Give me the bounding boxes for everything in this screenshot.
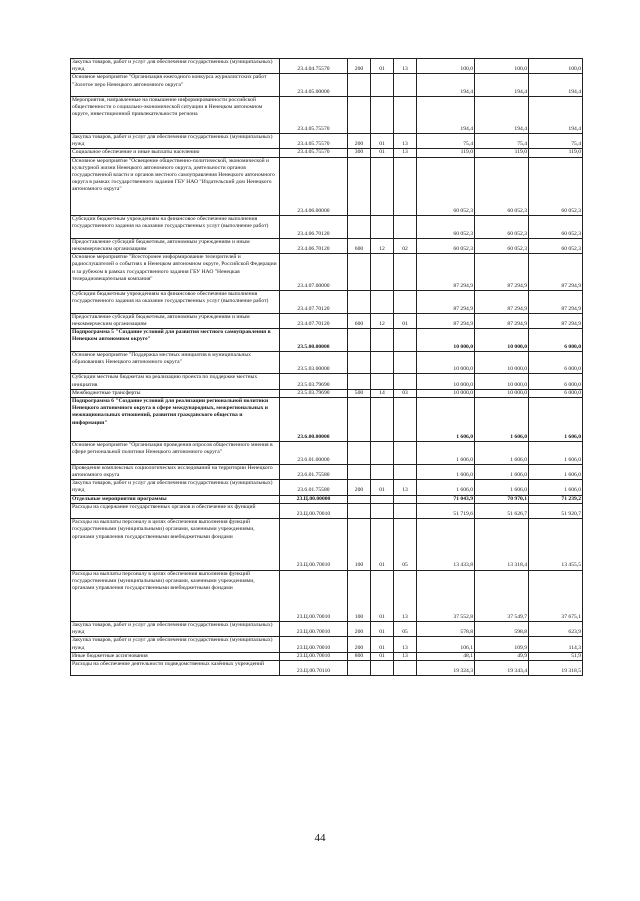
table-row: [71, 621, 583, 636]
row-amount-2: 51 626,7: [475, 503, 529, 518]
row-subsection: [394, 464, 417, 479]
row-code: 23.4.06.70120: [280, 238, 348, 253]
row-amount-1: 60 052,3: [417, 216, 475, 239]
row-subsection: [394, 351, 417, 374]
row-expense-type: [348, 351, 371, 374]
row-amount-1: 37 552,8: [417, 570, 475, 621]
row-code: 23.6.01.75580: [280, 480, 348, 495]
row-name: Закупка товаров, работ и услуг для обеспечения государственных (муниципальных) нужд: [71, 637, 280, 652]
row-expense-type: [348, 157, 371, 216]
row-name: Подпрограмма 5 "Создание условий для развития местного самоуправления в Ненецком автономном округе": [71, 329, 280, 352]
row-expense-type: [348, 291, 371, 314]
row-amount-1: 119,0: [417, 149, 475, 157]
row-name: Основное мероприятие "Поддержка местных инициатив в муниципальных образованиях Ненецкого автономного округа": [71, 351, 280, 374]
row-expense-type: 200: [348, 59, 371, 74]
table-row: [71, 464, 583, 479]
row-name: Закупка товаров, работ и услуг для обеспечения государственных (муниципальных) нужд: [71, 59, 280, 74]
row-amount-1: 1 606,0: [417, 398, 475, 442]
row-amount-3: 194,4: [529, 74, 583, 97]
table-row: [71, 74, 583, 97]
row-expense-type: [348, 216, 371, 239]
row-amount-3: 37 675,1: [529, 570, 583, 621]
row-name: Субсидии бюджетным учреждениям на финансовое обеспечение выполнения государственного задания на оказание государственных услуг (выполнение работ): [71, 291, 280, 314]
row-expense-type: 200: [348, 637, 371, 652]
table-row: [71, 389, 583, 397]
row-amount-1: 10 000,0: [417, 389, 475, 397]
row-subsection: [394, 254, 417, 291]
row-expense-type: [348, 660, 371, 675]
row-subsection: 02: [394, 238, 417, 253]
table-row: [71, 570, 583, 621]
row-section: [371, 660, 394, 675]
row-amount-2: 598,8: [475, 621, 529, 636]
page-number: 44: [314, 832, 326, 844]
row-expense-type: [348, 97, 371, 134]
row-section: [371, 495, 394, 503]
row-amount-1: 194,4: [417, 97, 475, 134]
row-name: Закупка товаров, работ и услуг для обеспечения государственных (муниципальных) нужд: [71, 480, 280, 495]
table-row: [71, 495, 583, 503]
table-row: [71, 442, 583, 465]
row-amount-1: 60 052,3: [417, 157, 475, 216]
row-section: [371, 464, 394, 479]
row-name: Предоставление субсидий бюджетным, автономным учреждениям и иным некоммерческим организациям: [71, 238, 280, 253]
row-name: Основное мероприятие "Организация ежегодного конкурса журналистских работ "Золотое перо Ненецкого автономного округа": [71, 74, 280, 97]
row-amount-2: 70 970,1: [475, 495, 529, 503]
row-amount-3: 51 920,7: [529, 503, 583, 518]
row-subsection: 13: [394, 652, 417, 660]
row-expense-type: [348, 74, 371, 97]
row-amount-1: 10 000,0: [417, 351, 475, 374]
row-amount-3: 60 052,3: [529, 216, 583, 239]
row-amount-1: 48,1: [417, 652, 475, 660]
row-code: 23.5.03.79690: [280, 389, 348, 397]
row-amount-2: 194,4: [475, 74, 529, 97]
row-expense-type: [348, 503, 371, 518]
table-row: [71, 503, 583, 518]
row-amount-3: 1 606,0: [529, 442, 583, 465]
row-amount-2: 10 000,0: [475, 374, 529, 389]
row-expense-type: 300: [348, 149, 371, 157]
row-amount-3: 19 318,5: [529, 660, 583, 675]
table-row: [71, 216, 583, 239]
row-amount-1: 194,4: [417, 74, 475, 97]
table-row: [71, 97, 583, 134]
row-expense-type: [348, 374, 371, 389]
row-name: Субсидии бюджетным учреждениям на финансовое обеспечение выполнения государственного задания на оказание государственных услуг (выполнение работ): [71, 216, 280, 239]
row-amount-2: 87 294,9: [475, 291, 529, 314]
row-section: 01: [371, 149, 394, 157]
row-amount-3: 51,9: [529, 652, 583, 660]
row-subsection: 05: [394, 519, 417, 570]
table-row: [71, 134, 583, 149]
row-code: 23.4.05.75570: [280, 97, 348, 134]
row-amount-2: 13 318,4: [475, 519, 529, 570]
row-section: [371, 442, 394, 465]
row-amount-3: 623,9: [529, 621, 583, 636]
row-expense-type: [348, 495, 371, 503]
row-name: Закупка товаров, работ и услуг для обеспечения государственных (муниципальных) нужд: [71, 134, 280, 149]
row-expense-type: [348, 254, 371, 291]
row-amount-2: 10 000,0: [475, 329, 529, 352]
row-code: 23.Ц.00.00000: [280, 495, 348, 503]
row-subsection: 05: [394, 621, 417, 636]
table-row: [71, 351, 583, 374]
row-subsection: 13: [394, 570, 417, 621]
row-amount-2: 100,0: [475, 59, 529, 74]
row-code: 23.Ц.00.70110: [280, 660, 348, 675]
row-section: 14: [371, 389, 394, 397]
row-code: 23.Ц.00.70010: [280, 503, 348, 518]
row-amount-2: 194,4: [475, 97, 529, 134]
row-section: [371, 157, 394, 216]
row-amount-2: 10 000,0: [475, 389, 529, 397]
row-amount-1: 10 000,0: [417, 329, 475, 352]
row-expense-type: 200: [348, 134, 371, 149]
row-code: 23.5.03.00000: [280, 351, 348, 374]
row-subsection: [394, 495, 417, 503]
row-section: [371, 503, 394, 518]
table-row: [71, 374, 583, 389]
row-code: 23.Ц.00.70010: [280, 621, 348, 636]
row-name: Предоставление субсидий бюджетным, автономным учреждениям и иным некоммерческим организациям: [71, 313, 280, 328]
table-row: [71, 329, 583, 352]
row-amount-2: 1 606,0: [475, 442, 529, 465]
row-amount-1: 19 324,3: [417, 660, 475, 675]
row-amount-2: 87 294,9: [475, 254, 529, 291]
row-amount-1: 51 719,6: [417, 503, 475, 518]
row-amount-2: 60 052,3: [475, 216, 529, 239]
row-subsection: 13: [394, 134, 417, 149]
row-expense-type: 200: [348, 480, 371, 495]
row-amount-3: 60 052,3: [529, 238, 583, 253]
row-expense-type: 100: [348, 570, 371, 621]
row-section: [371, 398, 394, 442]
row-code: 23.Ц.00.70010: [280, 519, 348, 570]
row-amount-3: 6 000,0: [529, 329, 583, 352]
row-amount-1: 1 606,0: [417, 442, 475, 465]
row-amount-2: 49,9: [475, 652, 529, 660]
row-amount-1: 71 043,9: [417, 495, 475, 503]
row-name: Субсидии местным бюджетам на реализацию проекта по поддержке местных инициатив: [71, 374, 280, 389]
row-expense-type: 800: [348, 652, 371, 660]
row-expense-type: 100: [348, 519, 371, 570]
row-amount-1: 106,1: [417, 637, 475, 652]
row-section: [371, 254, 394, 291]
table-row: [71, 480, 583, 495]
row-amount-1: 60 052,3: [417, 238, 475, 253]
row-subsection: [394, 374, 417, 389]
row-amount-3: 1 606,0: [529, 480, 583, 495]
row-amount-3: 119,0: [529, 149, 583, 157]
row-amount-2: 109,9: [475, 637, 529, 652]
row-section: [371, 351, 394, 374]
row-subsection: 13: [394, 480, 417, 495]
row-expense-type: 200: [348, 621, 371, 636]
row-amount-1: 10 000,0: [417, 374, 475, 389]
row-expense-type: 600: [348, 238, 371, 253]
row-subsection: [394, 291, 417, 314]
row-amount-3: 60 052,3: [529, 157, 583, 216]
row-amount-2: 60 052,3: [475, 238, 529, 253]
row-amount-1: 75,4: [417, 134, 475, 149]
row-section: [371, 74, 394, 97]
row-amount-3: 6 000,0: [529, 351, 583, 374]
row-amount-3: 1 606,0: [529, 464, 583, 479]
row-amount-1: 87 294,9: [417, 254, 475, 291]
row-code: 23.Ц.00.70010: [280, 637, 348, 652]
row-name: Расходы на выплаты персоналу в целях обеспечения выполнения функций государственными (муниципальными) органами, казенными учреждениями, органами управления государственными внебюджетными фондами: [71, 570, 280, 621]
table-row: [71, 254, 583, 291]
row-amount-3: 75,4: [529, 134, 583, 149]
row-name: Отдельные мероприятия программы: [71, 495, 280, 503]
row-section: 01: [371, 637, 394, 652]
row-name: Мероприятия, направленные на повышение информированности российской общественности о социально-экономической ситуации в Ненецком автономном округе, инвестиционной привлекательности региона: [71, 97, 280, 134]
row-subsection: 03: [394, 389, 417, 397]
row-amount-3: 13 455,5: [529, 519, 583, 570]
row-section: 01: [371, 570, 394, 621]
row-amount-3: 114,3: [529, 637, 583, 652]
row-amount-2: 60 052,3: [475, 157, 529, 216]
row-section: 01: [371, 621, 394, 636]
row-name: Основное мероприятие "Освещение общественно-политической, экономической и культурной жизни Ненецкого автономного округа, деятельности органов государственной власти и органов местного самоуправления Ненецкого автономного округа в рамках государственного задания ГБУ НАО "Издательский дом Ненецкого автономного округа": [71, 157, 280, 216]
row-name: Расходы на содержание государственных органов и обеспечение их функций: [71, 503, 280, 518]
table-row: [71, 637, 583, 652]
row-subsection: 13: [394, 637, 417, 652]
row-subsection: 01: [394, 313, 417, 328]
row-amount-2: 19 343,4: [475, 660, 529, 675]
row-amount-1: 87 294,9: [417, 313, 475, 328]
row-amount-3: 1 606,0: [529, 398, 583, 442]
row-section: [371, 216, 394, 239]
row-code: 23.4.05.75570: [280, 149, 348, 157]
row-name: Расходы на выплаты персоналу в целях обеспечения выполнения функций государственными (муниципальными) органами, казенными учреждениями, органами управления государственными внебюджетными фондами: [71, 519, 280, 570]
table-row: [71, 157, 583, 216]
table-row: [71, 652, 583, 660]
row-section: [371, 291, 394, 314]
row-subsection: [394, 74, 417, 97]
row-section: [371, 374, 394, 389]
row-amount-2: 1 606,0: [475, 398, 529, 442]
row-amount-2: 87 294,9: [475, 313, 529, 328]
row-section: 01: [371, 652, 394, 660]
row-amount-2: 1 606,0: [475, 480, 529, 495]
table-row: [71, 238, 583, 253]
row-section: [371, 329, 394, 352]
row-amount-2: 119,0: [475, 149, 529, 157]
row-code: 23.4.06.70120: [280, 216, 348, 239]
row-code: 23.4.06.00000: [280, 157, 348, 216]
row-amount-3: 87 294,9: [529, 313, 583, 328]
row-name: Социальное обеспечение и иные выплаты населению: [71, 149, 280, 157]
row-expense-type: [348, 329, 371, 352]
row-expense-type: 500: [348, 389, 371, 397]
row-section: [371, 97, 394, 134]
row-amount-1: 1 606,0: [417, 480, 475, 495]
row-subsection: [394, 216, 417, 239]
row-section: 01: [371, 59, 394, 74]
row-subsection: [394, 329, 417, 352]
row-code: 23.4.04.75570: [280, 59, 348, 74]
row-name: Расходы на обеспечение деятельности подведомственных казённых учреждений: [71, 660, 280, 675]
row-name: Основное мероприятие "Организация проведения опросов общественного мнения в сфере региональной политики Ненецкого автономного округа": [71, 442, 280, 465]
row-subsection: 13: [394, 59, 417, 74]
table-row: [71, 519, 583, 570]
budget-table: [70, 58, 583, 676]
row-code: 23.4.07.70120: [280, 313, 348, 328]
row-subsection: [394, 660, 417, 675]
row-code: 23.6.01.00000: [280, 442, 348, 465]
row-subsection: [394, 398, 417, 442]
row-amount-3: 87 294,9: [529, 254, 583, 291]
row-code: 23.5.00.00000: [280, 329, 348, 352]
row-code: 23.5.03.79690: [280, 374, 348, 389]
table-row: [71, 313, 583, 328]
row-subsection: [394, 157, 417, 216]
row-amount-1: 578,8: [417, 621, 475, 636]
row-amount-2: 10 000,0: [475, 351, 529, 374]
row-section: 01: [371, 519, 394, 570]
row-amount-3: 6 000,0: [529, 374, 583, 389]
row-amount-1: 87 294,9: [417, 291, 475, 314]
table-row: [71, 59, 583, 74]
row-section: 01: [371, 480, 394, 495]
row-subsection: [394, 442, 417, 465]
row-amount-3: 6 000,0: [529, 389, 583, 397]
table-row: [71, 398, 583, 442]
row-code: 23.4.05.75570: [280, 134, 348, 149]
row-section: 12: [371, 313, 394, 328]
row-expense-type: [348, 464, 371, 479]
row-subsection: [394, 503, 417, 518]
row-amount-1: 13 433,8: [417, 519, 475, 570]
row-amount-1: 100,0: [417, 59, 475, 74]
row-name: Закупка товаров, работ и услуг для обеспечения государственных (муниципальных) нужд: [71, 621, 280, 636]
row-code: 23.4.07.00000: [280, 254, 348, 291]
table-row: [71, 660, 583, 675]
row-name: Межбюджетные трансферты: [71, 389, 280, 397]
row-name: Иные бюджетные ассигнования: [71, 652, 280, 660]
row-expense-type: 600: [348, 313, 371, 328]
row-code: 23.4.07.70120: [280, 291, 348, 314]
row-amount-2: 37 549,7: [475, 570, 529, 621]
row-name: Проведение комплексных социологических исследований на территории Ненецкого автономного округа: [71, 464, 280, 479]
table-row: [71, 149, 583, 157]
row-section: 12: [371, 238, 394, 253]
row-code: 23.4.05.00000: [280, 74, 348, 97]
row-amount-3: 194,4: [529, 97, 583, 134]
row-amount-3: 87 294,9: [529, 291, 583, 314]
row-amount-2: 75,4: [475, 134, 529, 149]
row-amount-3: 71 239,2: [529, 495, 583, 503]
table-row: [71, 291, 583, 314]
row-code: 23.Ц.00.70010: [280, 652, 348, 660]
row-amount-3: 100,0: [529, 59, 583, 74]
row-expense-type: [348, 442, 371, 465]
row-amount-1: 1 606,0: [417, 464, 475, 479]
row-code: 23.6.00.00000: [280, 398, 348, 442]
row-section: 01: [371, 134, 394, 149]
row-subsection: 13: [394, 149, 417, 157]
row-code: 23.Ц.00.70010: [280, 570, 348, 621]
row-amount-2: 1 606,0: [475, 464, 529, 479]
row-name: Подпрограмма 6 "Создание условий для реализации региональной политики Ненецкого автономного округа в сфере международных, межрегиональных и межнациональных отношений, развития гражданского общества и информации": [71, 398, 280, 442]
row-subsection: [394, 97, 417, 134]
budget-table-body: [71, 59, 583, 676]
row-expense-type: [348, 398, 371, 442]
row-name: Основное мероприятие "Всесторонее информирование телезрителей и радиослушателей о событиях в Ненецком автономном округе, Российской Федерации и за рубежом в рамках государственного задания ГБУ НАО "Ненецкая телерадиовещательная компания": [71, 254, 280, 291]
row-code: 23.6.01.75580: [280, 464, 348, 479]
